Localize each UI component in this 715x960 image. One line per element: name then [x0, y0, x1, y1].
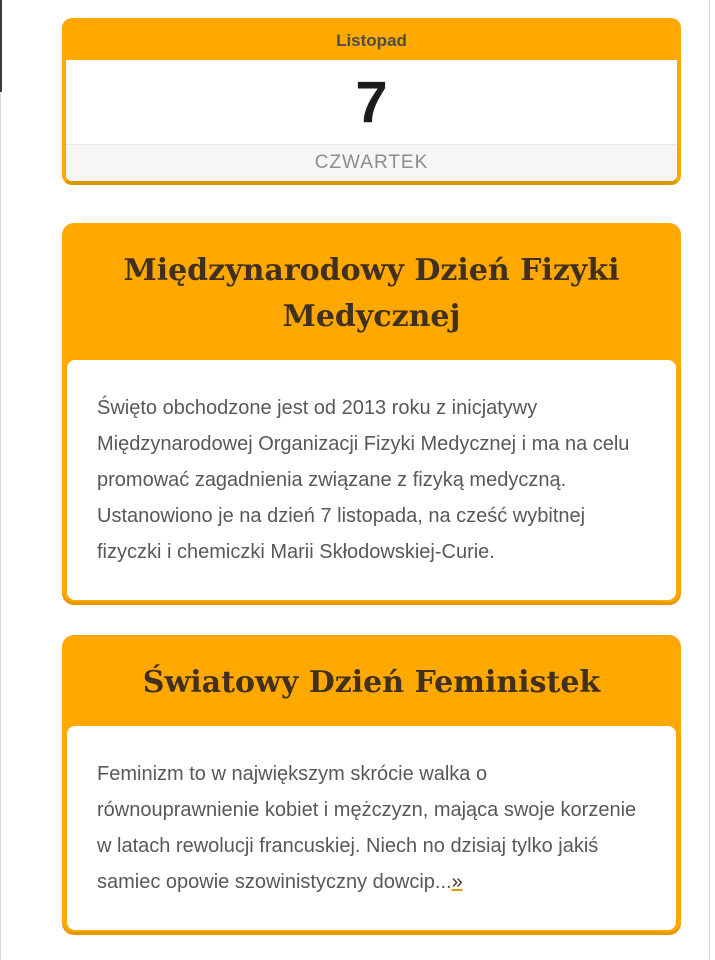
- calendar-month-header: [66, 22, 677, 60]
- weekday-label: CZWARTEK: [314, 152, 429, 173]
- page-right-edge: [709, 0, 710, 960]
- page-left-edge-dark: [0, 0, 2, 92]
- main-content: [62, 18, 681, 935]
- event-description: Święto obchodzone jest od 2013 roku z inicjatywy Międzynarodowej Organizacji Fizyki Medycznej i ma na celu promować zagadnienia związane z fizyką medyczną. Ustanowiono je na dzień 7 listopada, na cześć wybitnej fizyczki i chemiczki Marii Skłodowskiej-Curie.: [97, 397, 630, 563]
- event-description: Feminizm to w największym skrócie walka o równouprawnienie kobiet i mężczyzn, mająca swoje korzenie w latach rewolucji francuskiej. Niech no dzisiaj tylko jakiś samiec opowie szowinistyczny dowcip...: [97, 763, 637, 893]
- event-title: Światowy Dzień Feministek: [142, 665, 601, 700]
- calendar-weekday-footer: [66, 144, 677, 181]
- event-card-medical-physics: [62, 223, 681, 605]
- month-label: Listopad: [336, 31, 407, 50]
- event-title: Międzynarodowy Dzień Fizyki Medycznej: [123, 253, 620, 334]
- calendar-card: [62, 18, 681, 185]
- calendar-day-area: [66, 60, 677, 144]
- day-number: 7: [355, 69, 388, 135]
- read-more-link[interactable]: »: [451, 871, 463, 893]
- event-description-box: [67, 360, 676, 600]
- event-description-box: [67, 726, 676, 930]
- page-left-edge: [0, 0, 1, 960]
- event-card-feminists-day: [62, 635, 681, 935]
